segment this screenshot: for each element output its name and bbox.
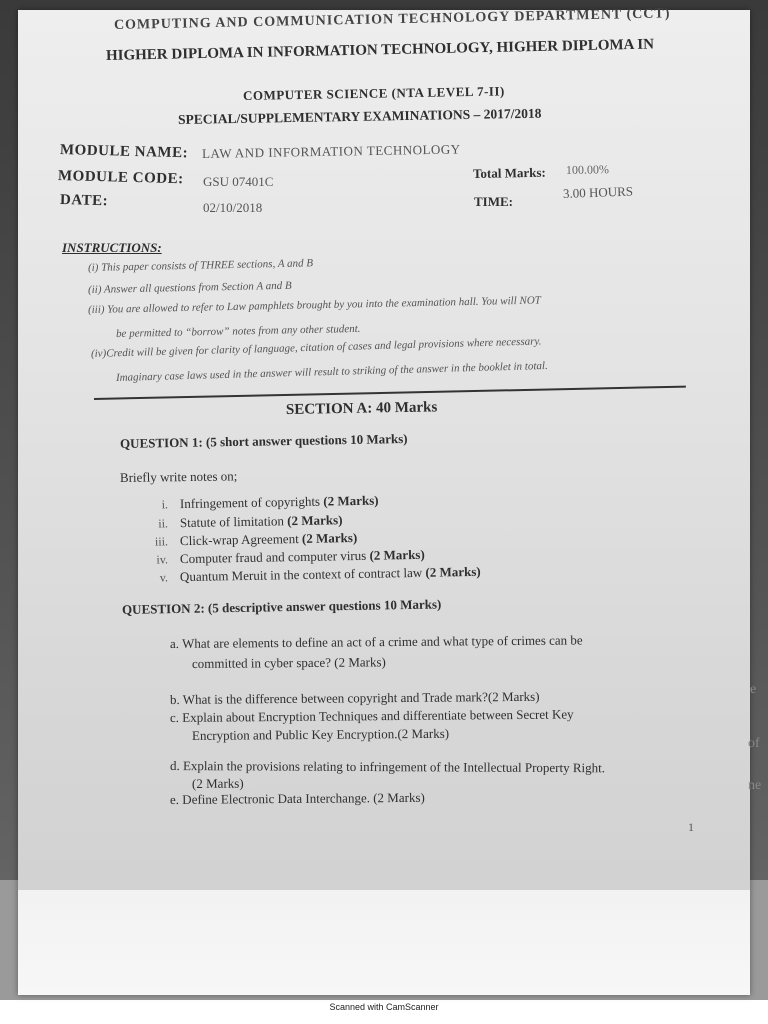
question-2e: e. Define Electronic Data Interchange. (2 Marks) — [169, 789, 425, 807]
question-2c-line-1: c. Explain about Encryption Techniques and differentiate between Secret Key — [169, 706, 574, 725]
total-marks-value: 100.00% — [565, 162, 610, 177]
instruction-item: (ii) Answer all questions from Section A and B — [87, 279, 292, 296]
module-code-value: GSU 07401C — [203, 174, 274, 189]
instruction-item-continued: be permitted to “borrow” notes from any other student. — [115, 322, 361, 340]
instruction-item: (iv)Credit will be given for clarity of language, citation of cases and legal provisions where necessary. — [90, 335, 542, 360]
programme-heading-1: HIGHER DIPLOMA IN INFORMATION TECHNOLOGY, HIGHER DIPLOMA IN — [105, 36, 655, 64]
item-marks: (2 Marks) — [287, 512, 343, 529]
section-a-title: SECTION A: 40 Marks — [285, 399, 438, 418]
item-number: iii. — [154, 534, 169, 549]
question-1-item — [128, 530, 358, 550]
next-page-edge-fragment: e — [750, 682, 757, 697]
item-marks: (2 Marks) — [425, 563, 481, 580]
item-text: Quantum Meruit in the context of contract law — [179, 564, 423, 585]
instructions-title: INSTRUCTIONS: — [62, 240, 162, 255]
page-number: 1 — [688, 820, 694, 834]
item-marks: (2 Marks) — [301, 530, 358, 546]
question-1-title: QUESTION 1: (5 short answer questions 10 Marks) — [119, 430, 408, 451]
next-page-edge-fragment: ne — [748, 778, 762, 793]
item-text: Click-wrap Agreement — [179, 531, 299, 549]
instruction-item-continued: Imaginary case laws used in the answer will result to striking of the answer in the booklet in total. — [115, 359, 548, 384]
question-1-item — [128, 493, 379, 513]
date-value: 02/10/2018 — [203, 200, 263, 215]
instruction-item: (iii) You are allowed to refer to Law pamphlets brought by you into the examination hall. You will NOT — [87, 294, 541, 316]
item-number: v. — [159, 570, 169, 585]
scanner-watermark: Scanned with CamScanner — [329, 1002, 439, 1012]
module-name-value: LAW AND INFORMATION TECHNOLOGY — [201, 141, 461, 161]
question-2d-line-1: d. Explain the provisions relating to infringement of the Intellectual Property Right. — [169, 758, 606, 776]
exam-paper — [18, 6, 750, 995]
exam-title: SPECIAL/SUPPLEMENTARY EXAMINATIONS – 2017/2018 — [177, 105, 542, 127]
question-2a-line-1: a. What are elements to define an act of a crime and what type of crimes can be — [169, 632, 583, 651]
item-marks: (2 Marks) — [369, 546, 425, 563]
total-marks-label: Total Marks: — [472, 164, 546, 181]
question-1-item — [128, 564, 481, 586]
item-text: Statute of limitation — [179, 513, 285, 531]
time-label: TIME: — [474, 194, 513, 209]
paper-lower-area — [18, 890, 750, 995]
module-code-label: MODULE CODE: — [57, 168, 184, 188]
question-2d-line-2: (2 Marks) — [191, 775, 244, 791]
question-2c-line-2: Encryption and Public Key Encryption.(2 Marks) — [191, 725, 450, 743]
next-page-edge-fragment: of — [748, 736, 760, 751]
item-number: i. — [161, 497, 169, 512]
item-marks: (2 Marks) — [323, 492, 379, 509]
divider-rule — [94, 386, 686, 400]
date-label: DATE: — [59, 192, 109, 210]
time-value: 3.00 HOURS — [562, 183, 634, 201]
programme-heading-2: COMPUTER SCIENCE (NTA LEVEL 7-II) — [242, 83, 505, 103]
instruction-item: (i) This paper consists of THREE sections, A and B — [87, 257, 314, 274]
item-number: iv. — [156, 552, 169, 567]
question-1-intro: Briefly write notes on; — [119, 468, 238, 485]
question-2-title: QUESTION 2: (5 descriptive answer questions 10 Marks) — [121, 596, 442, 617]
item-text: Computer fraud and computer virus — [179, 547, 367, 567]
department-line: COMPUTING AND COMMUNICATION TECHNOLOGY DEPARTMENT (CCT) — [113, 6, 671, 33]
module-name-label: MODULE NAME: — [59, 142, 189, 162]
item-text: Infringement of copyrights — [179, 493, 321, 512]
item-number: ii. — [158, 516, 169, 531]
question-2b: b. What is the difference between copyright and Trade mark?(2 Marks) — [169, 688, 540, 707]
question-2a-line-2: committed in cyber space? (2 Marks) — [191, 654, 386, 671]
question-1-item — [128, 512, 343, 532]
